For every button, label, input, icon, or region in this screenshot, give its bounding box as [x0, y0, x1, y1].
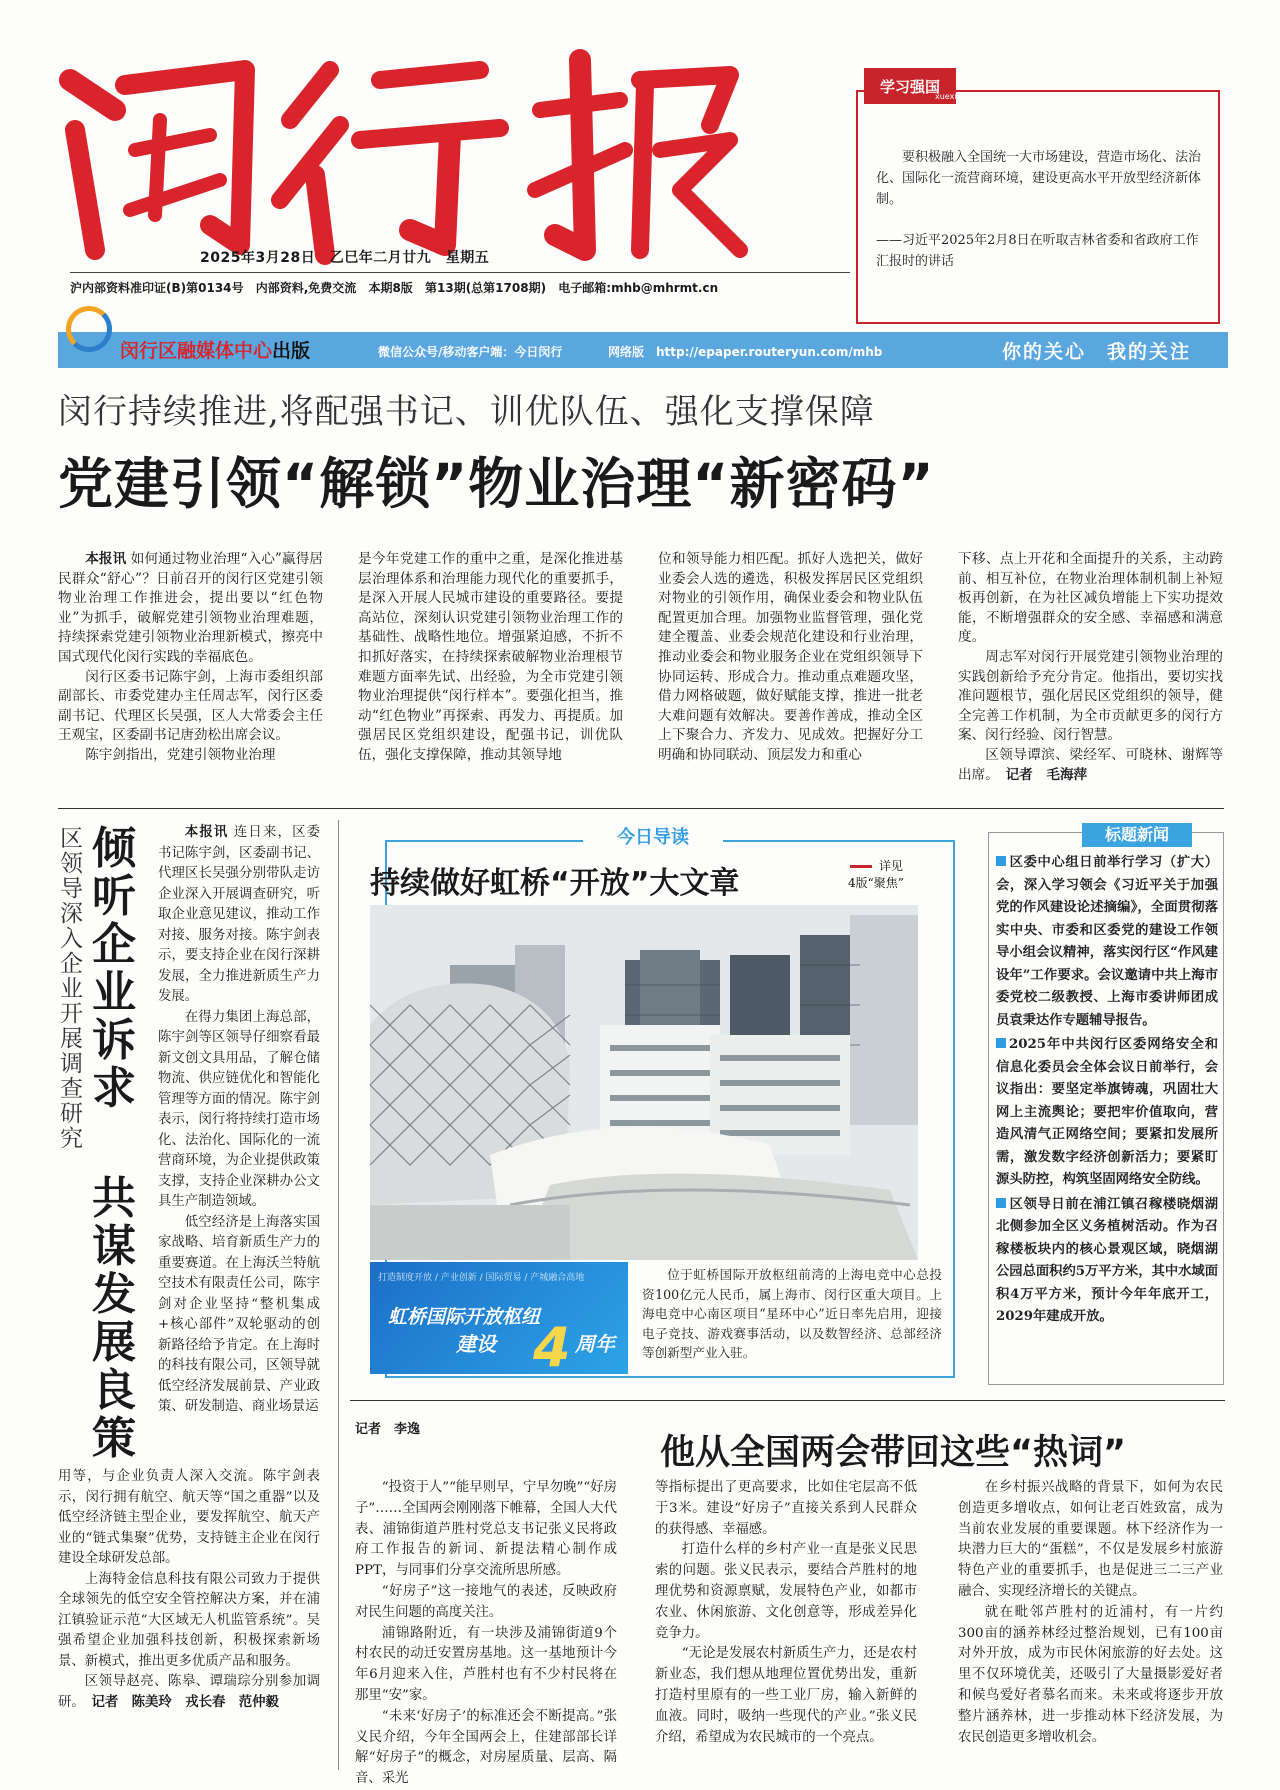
paragraph: 如何通过物业治理“入心”赢得居民群众“舒心”？日前召开的闵行区党建引领物业治理工作推进会，提出要以“红色物业”为抓手，破解党建引领物业治理难题，持续探索党建引领物业治理新模式，擦亮中国式现代化闵行实践的幸福底色。 — [58, 551, 323, 665]
lead-column-4 — [958, 550, 1223, 802]
paragraph: 就在毗邻芦胜村的近浦村，有一片约300亩的涵养林经过整治规划，已有100亩对外开放，成为市民休闲旅游的好去处。这里不仅环境优美，还吸引了大量摄影爱好者和候鸟爱好者慕名而来。未来或将逐步开放整片涵养林，进一步推动林下经济发展，为农民创造更多增收机会。 — [958, 1604, 1223, 1745]
lead-column-3 — [658, 550, 923, 802]
quote-text: 要积极融入全国统一大市场建设，营造市场化、法治化、国际化一流营商环境，建设更高水平开放型经济新体制。 — [876, 150, 1202, 207]
paragraph: 区领导赵亮、陈皋、谭瑞琮分别参加调研。 — [58, 1674, 320, 1710]
banner-number: 4 — [533, 1316, 571, 1379]
guide-title[interactable]: 持续做好虹桥“开放”大文章 — [370, 866, 740, 901]
story2-headline: 他从全国两会带回这些“热词” — [660, 1433, 1127, 1473]
paragraph: “无论是发展农村新质生产力，还是农村新业态，我们想从地理位置优势出发，重新打造村里原有的一些工业厂房，输入新鲜的血液。同时，吸纳一些现代的产业。”张义民介绍，希望成为农民城市的一个亮点。 — [655, 1646, 917, 1745]
lead-column-1 — [58, 550, 323, 802]
divider — [350, 1400, 1225, 1401]
registration-line — [70, 272, 850, 296]
reg-item: 沪内部资料准印证(B)第0134号 — [70, 281, 244, 295]
column-divider — [338, 820, 339, 1770]
paragraph: 周志军对闵行开展党建引领物业治理的实践创新给予充分肯定。他指出，要切实找准问题根节，强化居民区党组织的领导，健全完善工作机制，为全市贡献更多的闵行方案、闵行经验、闵行智慧。 — [958, 648, 1223, 744]
banner-build-text: 建设 — [456, 1332, 496, 1356]
story2-column-1 — [355, 1478, 617, 1787]
paragraph: “未来‘好房子’的标准还会不断提高。”张义民介绍，今年全国两会上，住建部部长详解“好房子”的概念，对房屋质量、层高、隔音、采光 — [355, 1708, 617, 1787]
xuexi-logo-sub: xuexi.cn — [935, 92, 969, 101]
see-page: 4版“聚焦” — [848, 876, 904, 890]
side-story-kicker: 区领导深入企业开展调查研究 — [60, 826, 83, 1152]
see-page-reference[interactable] — [848, 858, 904, 892]
reg-item: 第13期(总第1708期) — [425, 281, 547, 295]
media-center-logo-icon — [66, 306, 112, 352]
publisher — [120, 336, 310, 363]
paragraph: 闵行区委书记陈宇剑，上海市委组织部副部长、市委党建办主任周志军，闵行区委副书记、代理区长吴强，区人大常委会主任王观宝，区委副书记唐劲松出席会议。 — [58, 668, 323, 744]
news-item[interactable] — [996, 1194, 1218, 1329]
publisher-suffix: 出版 — [272, 340, 311, 362]
story2-column-2 — [655, 1478, 917, 1776]
lead-column-2 — [358, 550, 623, 802]
masthead-calligraphy — [40, 40, 740, 265]
paragraph: “投资于人”“能早则早，宁早勿晚”“好房子”……全国两会刚刚落下帷幕，全国人大代表、浦锦街道芦胜村党总支书记张义民将政府工作报告的新词、新提法精心制作成PPT，与同事们分享交流所思所感。 — [355, 1480, 617, 1579]
headline-news-list — [996, 852, 1218, 1331]
see-label: 详见 — [878, 859, 903, 873]
paragraph: 位和领导能力相匹配。抓好人选把关，做好业委会人选的遴选，积极发挥居民区党组织对物业的引领作用，确保业委会和物业队伍配置更加合理。加强物业监督管理，强化党建全覆盖、业委会规范化建设和行业治理，推动业委会和物业服务企业在党组织领导下协同运转、形成合力。推动重点难题攻坚，借力网格破题，做好赋能支撑，推进一批老大难问题有效解决。要善作善成，推动全区上下聚合力、齐发力、见成效。把握好分工明确和协同联动、顶层发力和重心 — [658, 551, 923, 763]
paragraph: 浦锦路附近，有一块涉及浦锦街道9个村农民的动迁安置房基地。这一基地预计今年6月迎来入住，芦胜村也有不少村民将在那里“安”家。 — [355, 1625, 617, 1703]
side-story-column-wide — [58, 1467, 320, 1772]
reg-item: 内部资料,免费交流 — [255, 281, 357, 295]
paragraph: 陈宇剑指出，党建引领物业治理 — [85, 746, 276, 763]
paragraph: 是今年党建工作的重中之重，是深化推进基层治理体系和治理能力现代化的重要抓手，是深入开展人民城市建设的重要路径。要提高站位，深刻认识党建引领物业治理工作的基础性、战略性地位。增强紧迫感，不折不扣抓好落实，在持续探索破解物业治理根节难题方面率先试、出经验，为全市党建引领物业治理提供“闵行样本”。要强化担当，推动“红色物业”再探索、再发力、再提质。加强居民区党组织建设，配强书记，训优队伍，强化支撑保障，推动其领导地 — [358, 551, 623, 763]
headline-news-tab: 标题新闻 — [1082, 823, 1192, 847]
esports-center-photo — [370, 905, 918, 1260]
news-item-text: 区领导日前在浦江镇召稼楼晓烟湖北侧参加全区义务植树活动。作为召稼楼板块内的核心景观区域，晓烟湖公园总面积约5万平方米，其中水域面积4万平方米，预计今年年底开工，2029年建成开放。 — [996, 1196, 1219, 1324]
bullet-square-icon — [996, 856, 1006, 866]
paragraph: 上海特金信息科技有限公司致力于提供全球领先的低空安全管控解决方案，并在浦江镇验证示范“大区域无人机监管系统”。吴强希望企业加强科技创新，积极探索新场景、新模式，推出更多优质产品和服务。 — [58, 1571, 320, 1669]
news-item[interactable] — [996, 1034, 1218, 1192]
paragraph: 打造什么样的乡村产业一直是张义民思索的问题。张义民表示，要结合芦胜村的地理优势和资源禀赋，发展特色产业，如都市农业、休闲旅游、文化创意等，形成差异化竞争力。 — [655, 1542, 917, 1641]
paragraph: 在乡村振兴战略的背景下，如何为农民创造更多增收点，如何让老百姓致富，成为当前农业发展的重要课题。林下经济作为一块潜力巨大的“蛋糕”，不仅是发展乡村旅游特色产业的重要抓手，也是促进三二三产业融合、实现经济增长的关键点。 — [958, 1480, 1223, 1599]
slogan: 你的关心 我的关注 — [1002, 341, 1192, 363]
news-item-text: 2025年中共闵行区委网络安全和信息化委员会全体会议日前举行，会议指出：要坚定举旗铸魂，巩固壮大网上主流舆论；要把牢价值取向，营造风清气正网络空间；要紧扣发展所需，激发数字经济创新活力；要紧盯源头防控，构筑坚固网络安全防线。 — [996, 1037, 1218, 1187]
paragraph: 等指标提出了更高要求，比如住宅层高不低于3米。建设“好房子”直接关系到人民群众的获得感、幸福感。 — [655, 1480, 917, 1537]
dateline-tag: 本报讯 — [85, 551, 127, 567]
paragraph: 下移、点上开花和全面提升的关系，主动跨前、相互补位，在物业治理体制机制上补短板再创新，在为社区减负增能上下实功提效能，不断增强群众的安全感、幸福感和满意度。 — [958, 551, 1223, 646]
byline: 记者 陈美玲 戎长春 范仲毅 — [91, 1694, 279, 1710]
side-story-title-1: 倾听企业诉求 — [92, 823, 136, 1114]
news-item-text: 区委中心组日前举行学习（扩大）会，深入学习领会《习近平关于加强党的作风建设论述摘编》，全面贯彻落实中央、市委和区委党的建设工作领导小组会议精神，落实闵行区“作风建设年”工作要求。会议邀请中共上海市委党校二级教授、上海市委讲师团成员袁秉达作专题辅导报告。 — [996, 855, 1218, 1028]
paragraph: “好房子”这一接地气的表述，反映政府对民生问题的高度关注。 — [355, 1583, 617, 1620]
banner-anniversary-text: 周年 — [575, 1332, 615, 1356]
quote-source: ——习近平2025年2月8日在听取吉林省委和省政府工作汇报时的讲话 — [876, 233, 1199, 269]
banner-tagline: 打造制度开放 / 产业创新 / 国际贸易 / 产城融合高地 — [378, 1273, 585, 1283]
dateline-tag: 本报讯 — [184, 825, 229, 840]
photo-caption: 位于虹桥国际开放枢纽前湾的上海电竞中心总投资100亿元人民币，属上海市、闵行区重大项目。上海电竞中心南区项目“星环中心”近日率先启用，迎接电子竞技、游戏赛事活动，以及数智经济、总部经济等创新型产业入驻。 — [642, 1267, 942, 1361]
news-item[interactable] — [996, 852, 1218, 1032]
banner-main-text: 虹桥国际开放枢纽 — [388, 1306, 541, 1328]
bullet-square-icon — [996, 1198, 1006, 1208]
wechat-account: 微信公众号/移动客户端：今日闵行 — [378, 345, 563, 359]
web-edition-link[interactable]: 网络版 http://epaper.routeryun.com/mhb — [608, 345, 883, 359]
paragraph: 用等，与企业负责人深入交流。陈宇剑表示，闵行拥有航空、航天等“国之重器”以及低空经济链主型企业，要发挥航空、航天产业的“链式集聚”优势，支持链主企业在闵行建设全球研发总部。 — [58, 1469, 320, 1566]
hongqiao-anniversary-banner — [370, 1262, 628, 1379]
side-story-column-narrow — [158, 823, 320, 1463]
publisher-name: 闵行区融媒体中心 — [120, 340, 273, 362]
bullet-square-icon — [996, 1038, 1006, 1048]
side-story-title-2: 共谋发展良策 — [92, 1173, 136, 1464]
story2-column-3 — [958, 1478, 1223, 1776]
paragraph: 在得力集团上海总部，陈宇剑等区领导仔细察看最新文创文具用品，了解仓储物流、供应链优化和智能化管理等方面的情况。陈宇剑表示，闵行将持续打造市场化、法治化、国际化的一流营商环境，为企业提供政策支撑，支持企业深耕办公文具生产制造领域。 — [158, 1009, 320, 1209]
divider — [58, 808, 1224, 809]
lead-headline: 党建引领“解锁”物业治理“新密码” — [58, 452, 935, 516]
reg-item: 电子邮箱:mhb@mhrmt.cn — [558, 281, 719, 295]
paragraph: 区领导谭滨、梁经军、可晓林、谢辉等出席。 — [958, 746, 1223, 783]
byline: 记者 李逸 — [355, 1422, 421, 1437]
today-guide-tab: 今日导读 — [583, 824, 723, 852]
reg-item: 本期8版 — [368, 281, 413, 295]
date-line: 2025年3月28日 乙巳年二月廿九 星期五 — [200, 250, 490, 266]
lead-kicker: 闵行持续推进,将配强书记、训优队伍、强化支撑保障 — [58, 392, 875, 432]
byline: 记者 毛海萍 — [1005, 766, 1088, 783]
paragraph: 低空经济是上海落实国家战略、培育新质生产力的重要赛道。在上海沃兰特航空技术有限责任公司，陈宇剑对企业坚持“整机集成+核心部件”双轮驱动的创新路径给予肯定。在上海时的科技有限公司，区领导就低空经济发展前景、产业政策、研发制造、商业场景运 — [158, 1214, 320, 1414]
xuexi-logo: 学习强国 — [864, 68, 956, 104]
paragraph: 连日来，区委书记陈宇剑，区委副书记、代理区长吴强分别带队走访企业深入开展调查研究，听取企业意见建议，推动工作对接、服务对接。陈宇剑表示，要支持企业在闵行深耕发展，全力推进新质生产力发展。 — [158, 825, 321, 1004]
